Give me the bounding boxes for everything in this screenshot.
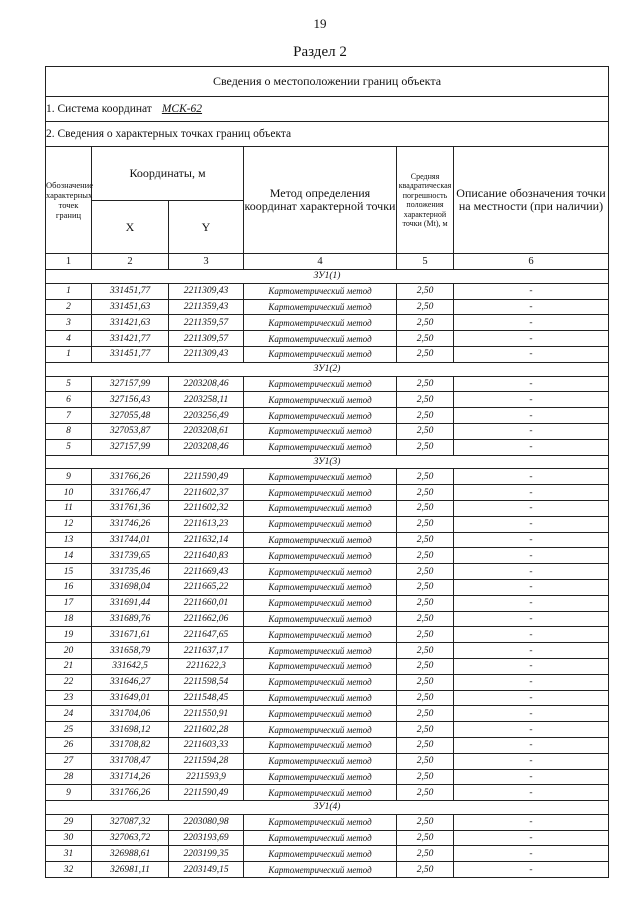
point-number: 4: [46, 331, 92, 347]
coord-y: 2203256,49: [169, 408, 244, 424]
description-cell: -: [454, 346, 609, 362]
point-number: 20: [46, 643, 92, 659]
coord-x: 327087,32: [92, 814, 169, 830]
coord-x: 331658,79: [92, 643, 169, 659]
method-cell: Картометрический метод: [244, 376, 397, 392]
coord-y: 2203193,69: [169, 830, 244, 846]
accuracy-cell: 2,50: [397, 516, 454, 532]
table-row: [46, 439, 609, 455]
table-row: [46, 769, 609, 785]
accuracy-cell: 2,50: [397, 706, 454, 722]
header-coordinates: Координаты, м: [92, 147, 244, 201]
point-number: 17: [46, 595, 92, 611]
coord-y: 2203149,15: [169, 862, 244, 878]
description-cell: -: [454, 814, 609, 830]
accuracy-cell: 2,50: [397, 737, 454, 753]
coord-x: 327055,48: [92, 408, 169, 424]
coord-y: 2211550,91: [169, 706, 244, 722]
method-cell: Картометрический метод: [244, 579, 397, 595]
table-row: [46, 611, 609, 627]
coord-system-value: МСК-62: [161, 103, 203, 115]
accuracy-cell: 2,50: [397, 595, 454, 611]
description-cell: -: [454, 830, 609, 846]
method-cell: Картометрический метод: [244, 315, 397, 331]
point-number: 2: [46, 299, 92, 315]
header-method: Метод определения координат характерной точки: [244, 147, 397, 254]
table-row: [46, 690, 609, 706]
method-cell: Картометрический метод: [244, 722, 397, 738]
description-cell: -: [454, 283, 609, 299]
method-cell: Картометрический метод: [244, 299, 397, 315]
accuracy-cell: 2,50: [397, 722, 454, 738]
point-number: 21: [46, 658, 92, 674]
coord-x: 331766,26: [92, 469, 169, 485]
description-cell: -: [454, 611, 609, 627]
method-cell: Картометрический метод: [244, 516, 397, 532]
point-number: 13: [46, 532, 92, 548]
coord-system-row: [46, 97, 609, 122]
coord-x: 331698,04: [92, 579, 169, 595]
point-number: 29: [46, 814, 92, 830]
method-cell: Картометрический метод: [244, 564, 397, 580]
table-row: [46, 846, 609, 862]
method-cell: Картометрический метод: [244, 423, 397, 439]
table-row: [46, 548, 609, 564]
description-cell: -: [454, 299, 609, 315]
table-row: [46, 814, 609, 830]
column-numbers-row: [46, 254, 609, 270]
method-cell: Картометрический метод: [244, 643, 397, 659]
method-cell: Картометрический метод: [244, 500, 397, 516]
method-cell: Картометрический метод: [244, 627, 397, 643]
coord-y: 2211309,43: [169, 346, 244, 362]
coord-y: 2203080,98: [169, 814, 244, 830]
method-cell: Картометрический метод: [244, 532, 397, 548]
description-cell: -: [454, 408, 609, 424]
coord-system-label: 1. Система координат: [46, 103, 152, 115]
point-number: 19: [46, 627, 92, 643]
accuracy-cell: 2,50: [397, 611, 454, 627]
method-cell: Картометрический метод: [244, 753, 397, 769]
coord-y: 2211593,9: [169, 769, 244, 785]
point-number: 27: [46, 753, 92, 769]
coord-y: 2211594,28: [169, 753, 244, 769]
description-cell: -: [454, 658, 609, 674]
coord-y: 2211309,43: [169, 283, 244, 299]
coord-x: 331649,01: [92, 690, 169, 706]
method-cell: Картометрический метод: [244, 846, 397, 862]
point-number: 23: [46, 690, 92, 706]
coord-y: 2211602,32: [169, 500, 244, 516]
coord-y: 2211660,01: [169, 595, 244, 611]
coord-x: 327157,99: [92, 439, 169, 455]
description-cell: -: [454, 331, 609, 347]
coord-x: 327063,72: [92, 830, 169, 846]
method-cell: Картометрический метод: [244, 690, 397, 706]
method-cell: Картометрический метод: [244, 611, 397, 627]
coord-x: 326988,61: [92, 846, 169, 862]
method-cell: Картометрический метод: [244, 769, 397, 785]
point-number: 28: [46, 769, 92, 785]
table-row: [46, 532, 609, 548]
table-row: [46, 722, 609, 738]
description-cell: -: [454, 516, 609, 532]
method-cell: Картометрический метод: [244, 331, 397, 347]
accuracy-cell: 2,50: [397, 862, 454, 878]
coord-y: 2211359,57: [169, 315, 244, 331]
coord-y: 2203208,46: [169, 376, 244, 392]
accuracy-cell: 2,50: [397, 846, 454, 862]
coord-x: 331746,26: [92, 516, 169, 532]
method-cell: Картометрический метод: [244, 862, 397, 878]
point-number: 18: [46, 611, 92, 627]
method-cell: Картометрический метод: [244, 737, 397, 753]
table-row: [46, 315, 609, 331]
accuracy-cell: 2,50: [397, 548, 454, 564]
method-cell: Картометрический метод: [244, 548, 397, 564]
table-row: [46, 408, 609, 424]
point-number: 11: [46, 500, 92, 516]
description-cell: -: [454, 643, 609, 659]
coord-y: 2203208,61: [169, 423, 244, 439]
description-cell: -: [454, 722, 609, 738]
description-cell: -: [454, 579, 609, 595]
table-row: [46, 658, 609, 674]
table-row: [46, 862, 609, 878]
description-cell: -: [454, 737, 609, 753]
description-cell: -: [454, 485, 609, 501]
boundary-points-table: [45, 66, 609, 878]
group-name: ЗУ1(2): [46, 362, 609, 376]
header-y: Y: [169, 201, 244, 254]
coord-y: 2211637,17: [169, 643, 244, 659]
group-header-row: [46, 455, 609, 469]
coord-y: 2211632,14: [169, 532, 244, 548]
method-cell: Картометрический метод: [244, 469, 397, 485]
point-number: 1: [46, 283, 92, 299]
accuracy-cell: 2,50: [397, 408, 454, 424]
coord-y: 2203199,35: [169, 846, 244, 862]
table-row: [46, 346, 609, 362]
header-x: X: [92, 201, 169, 254]
method-cell: Картометрический метод: [244, 346, 397, 362]
coord-y: 2211590,49: [169, 469, 244, 485]
points-section-label: 2. Сведения о характерных точках границ объекта: [46, 122, 609, 147]
accuracy-cell: 2,50: [397, 376, 454, 392]
point-number: 1: [46, 346, 92, 362]
point-number: 5: [46, 439, 92, 455]
description-cell: -: [454, 500, 609, 516]
description-cell: -: [454, 376, 609, 392]
coord-x: 331735,46: [92, 564, 169, 580]
coord-x: 331708,47: [92, 753, 169, 769]
point-number: 31: [46, 846, 92, 862]
table-row: [46, 643, 609, 659]
description-cell: -: [454, 674, 609, 690]
coord-x: 331689,76: [92, 611, 169, 627]
description-cell: -: [454, 595, 609, 611]
point-number: 6: [46, 392, 92, 408]
column-number: 5: [397, 254, 454, 270]
accuracy-cell: 2,50: [397, 785, 454, 801]
coord-x: 331739,65: [92, 548, 169, 564]
point-number: 24: [46, 706, 92, 722]
header-description: Описание обозначения точки на местности (при наличии): [454, 147, 609, 254]
point-number: 9: [46, 469, 92, 485]
accuracy-cell: 2,50: [397, 283, 454, 299]
column-number: 1: [46, 254, 92, 270]
accuracy-cell: 2,50: [397, 439, 454, 455]
coord-y: 2211662,06: [169, 611, 244, 627]
coord-x: 331708,82: [92, 737, 169, 753]
point-number: 30: [46, 830, 92, 846]
coord-x: 331451,77: [92, 283, 169, 299]
coord-x: 327053,87: [92, 423, 169, 439]
table-row: [46, 376, 609, 392]
coord-y: 2211613,23: [169, 516, 244, 532]
table-row: [46, 283, 609, 299]
description-cell: -: [454, 846, 609, 862]
description-cell: -: [454, 627, 609, 643]
table-row: [46, 500, 609, 516]
coord-y: 2203208,46: [169, 439, 244, 455]
description-cell: -: [454, 690, 609, 706]
column-number: 2: [92, 254, 169, 270]
point-number: 14: [46, 548, 92, 564]
method-cell: Картометрический метод: [244, 408, 397, 424]
coord-y: 2211647,65: [169, 627, 244, 643]
point-number: 9: [46, 785, 92, 801]
table-row: [46, 564, 609, 580]
method-cell: Картометрический метод: [244, 785, 397, 801]
accuracy-cell: 2,50: [397, 579, 454, 595]
table-row: [46, 830, 609, 846]
point-number: 15: [46, 564, 92, 580]
accuracy-cell: 2,50: [397, 331, 454, 347]
coord-y: 2211603,33: [169, 737, 244, 753]
coord-x: 331744,01: [92, 532, 169, 548]
description-cell: -: [454, 423, 609, 439]
group-name: ЗУ1(1): [46, 270, 609, 284]
table-row: [46, 469, 609, 485]
coord-x: 331714,26: [92, 769, 169, 785]
table-row: [46, 674, 609, 690]
method-cell: Картометрический метод: [244, 595, 397, 611]
coord-y: 2211602,37: [169, 485, 244, 501]
description-cell: -: [454, 469, 609, 485]
coord-y: 2211665,22: [169, 579, 244, 595]
table-row: [46, 331, 609, 347]
accuracy-cell: 2,50: [397, 814, 454, 830]
method-cell: Картометрический метод: [244, 830, 397, 846]
method-cell: Картометрический метод: [244, 485, 397, 501]
point-number: 5: [46, 376, 92, 392]
coord-y: 2211598,54: [169, 674, 244, 690]
description-cell: -: [454, 564, 609, 580]
accuracy-cell: 2,50: [397, 753, 454, 769]
point-number: 8: [46, 423, 92, 439]
table-row: [46, 516, 609, 532]
coord-x: 331766,26: [92, 785, 169, 801]
description-cell: -: [454, 785, 609, 801]
accuracy-cell: 2,50: [397, 500, 454, 516]
method-cell: Картометрический метод: [244, 814, 397, 830]
table-row: [46, 753, 609, 769]
point-number: 26: [46, 737, 92, 753]
group-header-row: [46, 362, 609, 376]
method-cell: Картометрический метод: [244, 706, 397, 722]
coord-x: 326981,11: [92, 862, 169, 878]
coord-y: 2211622,3: [169, 658, 244, 674]
point-number: 12: [46, 516, 92, 532]
group-name: ЗУ1(3): [46, 455, 609, 469]
header-accuracy: Средняя квадратическая погрешность положения характерной точки (Mt), м: [397, 147, 454, 254]
table-row: [46, 579, 609, 595]
accuracy-cell: 2,50: [397, 690, 454, 706]
coord-x: 331646,27: [92, 674, 169, 690]
description-cell: -: [454, 769, 609, 785]
point-number: 25: [46, 722, 92, 738]
coord-y: 2211309,57: [169, 331, 244, 347]
header-point-designation: Обозначение характерных точек границ: [46, 147, 92, 254]
method-cell: Картометрический метод: [244, 392, 397, 408]
coord-y: 2203258,11: [169, 392, 244, 408]
table-title: Сведения о местоположении границ объекта: [46, 67, 609, 97]
coord-x: 331451,63: [92, 299, 169, 315]
description-cell: -: [454, 862, 609, 878]
accuracy-cell: 2,50: [397, 346, 454, 362]
coord-x: 331698,12: [92, 722, 169, 738]
point-number: 10: [46, 485, 92, 501]
table-row: [46, 299, 609, 315]
point-number: 16: [46, 579, 92, 595]
column-number: 3: [169, 254, 244, 270]
table-row: [46, 392, 609, 408]
accuracy-cell: 2,50: [397, 769, 454, 785]
accuracy-cell: 2,50: [397, 532, 454, 548]
table-row: [46, 737, 609, 753]
description-cell: -: [454, 439, 609, 455]
group-header-row: [46, 801, 609, 815]
coord-y: 2211548,45: [169, 690, 244, 706]
accuracy-cell: 2,50: [397, 658, 454, 674]
column-number: 4: [244, 254, 397, 270]
accuracy-cell: 2,50: [397, 315, 454, 331]
coord-x: 331451,77: [92, 346, 169, 362]
accuracy-cell: 2,50: [397, 423, 454, 439]
group-header-row: [46, 270, 609, 284]
point-number: 22: [46, 674, 92, 690]
coord-x: 331704,06: [92, 706, 169, 722]
accuracy-cell: 2,50: [397, 299, 454, 315]
accuracy-cell: 2,50: [397, 674, 454, 690]
column-number: 6: [454, 254, 609, 270]
group-name: ЗУ1(4): [46, 801, 609, 815]
point-number: 7: [46, 408, 92, 424]
coord-y: 2211602,28: [169, 722, 244, 738]
accuracy-cell: 2,50: [397, 469, 454, 485]
description-cell: -: [454, 548, 609, 564]
coord-y: 2211590,49: [169, 785, 244, 801]
coord-x: 331691,44: [92, 595, 169, 611]
coord-x: 331671,61: [92, 627, 169, 643]
table-row: [46, 595, 609, 611]
page-number: 19: [313, 16, 327, 31]
description-cell: -: [454, 392, 609, 408]
coord-y: 2211359,43: [169, 299, 244, 315]
accuracy-cell: 2,50: [397, 564, 454, 580]
method-cell: Картометрический метод: [244, 674, 397, 690]
coord-y: 2211669,43: [169, 564, 244, 580]
table-row: [46, 706, 609, 722]
accuracy-cell: 2,50: [397, 830, 454, 846]
table-row: [46, 423, 609, 439]
coord-x: 331642,5: [92, 658, 169, 674]
coord-x: 327156,43: [92, 392, 169, 408]
point-number: 3: [46, 315, 92, 331]
description-cell: -: [454, 706, 609, 722]
point-number: 32: [46, 862, 92, 878]
method-cell: Картометрический метод: [244, 658, 397, 674]
coord-x: 331421,63: [92, 315, 169, 331]
accuracy-cell: 2,50: [397, 643, 454, 659]
section-title: Раздел 2: [293, 44, 347, 60]
accuracy-cell: 2,50: [397, 392, 454, 408]
table-row: [46, 627, 609, 643]
description-cell: -: [454, 315, 609, 331]
description-cell: -: [454, 532, 609, 548]
description-cell: -: [454, 753, 609, 769]
coord-x: 331421,77: [92, 331, 169, 347]
accuracy-cell: 2,50: [397, 627, 454, 643]
coord-x: 327157,99: [92, 376, 169, 392]
coord-x: 331766,47: [92, 485, 169, 501]
method-cell: Картометрический метод: [244, 439, 397, 455]
accuracy-cell: 2,50: [397, 485, 454, 501]
table-row: [46, 785, 609, 801]
method-cell: Картометрический метод: [244, 283, 397, 299]
table-row: [46, 485, 609, 501]
coord-y: 2211640,83: [169, 548, 244, 564]
coord-x: 331761,36: [92, 500, 169, 516]
